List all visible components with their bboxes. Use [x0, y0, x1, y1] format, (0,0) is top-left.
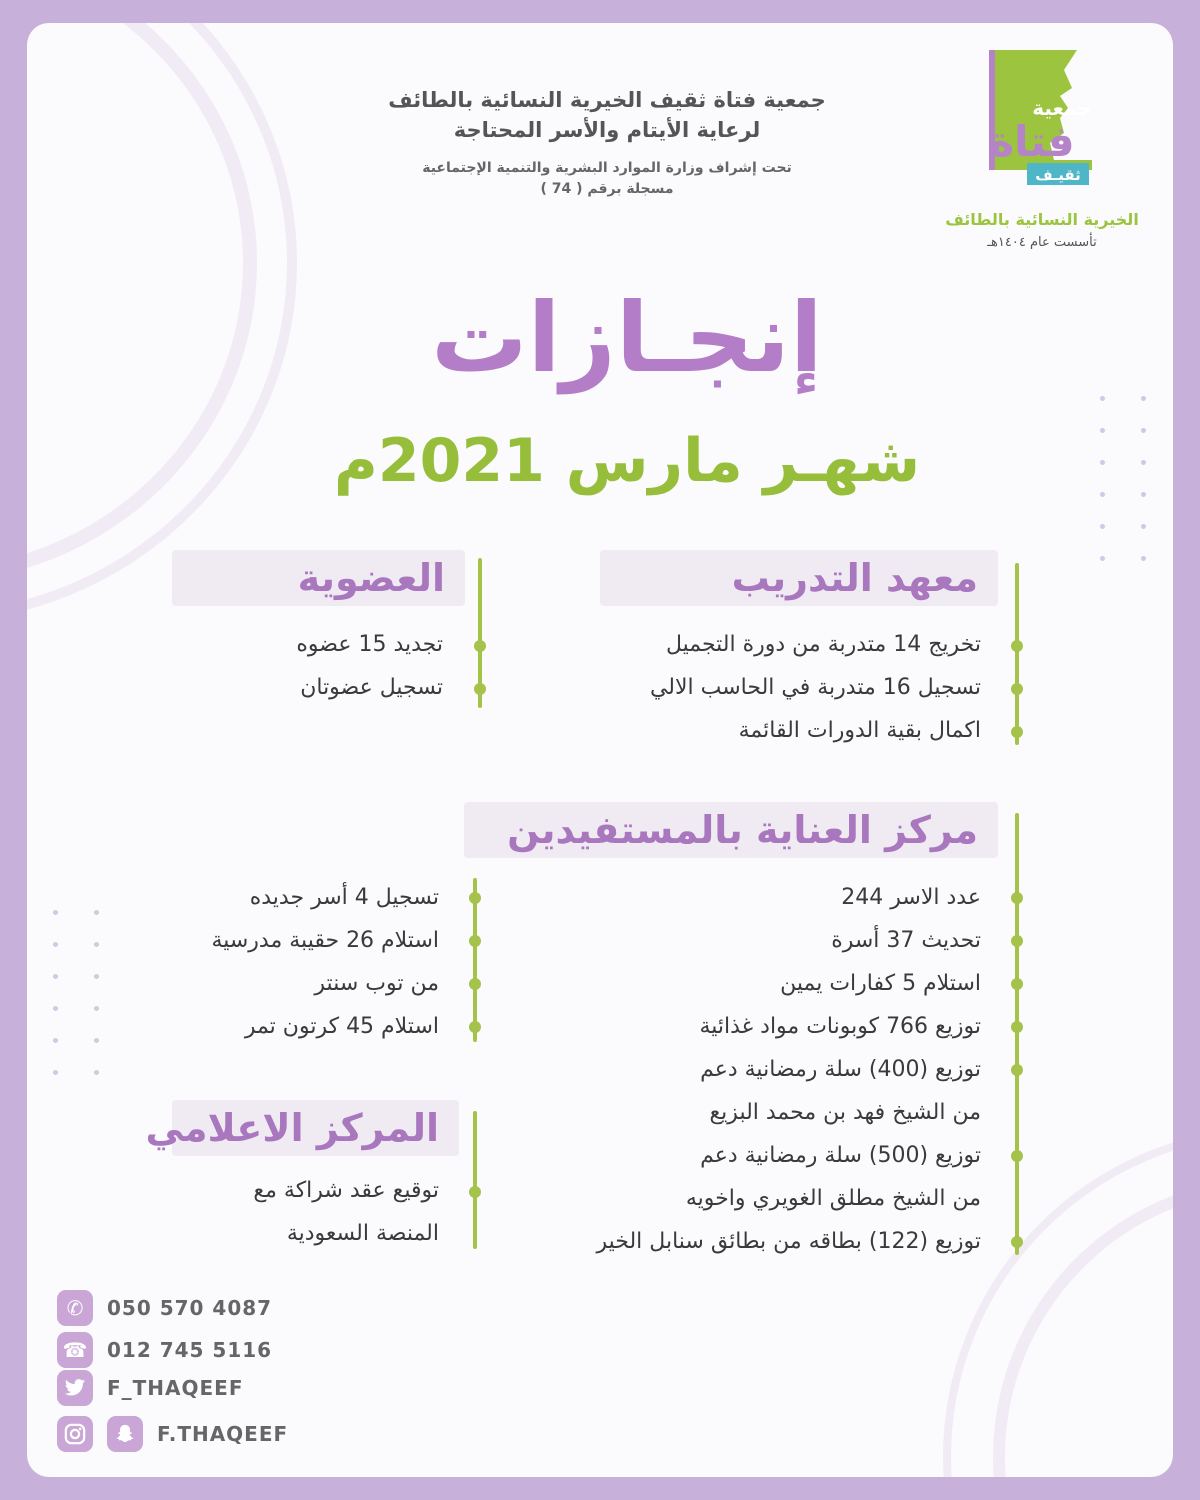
membership-item: تسجيل عضوتان — [300, 675, 443, 700]
care-center-heading: مركز العناية بالمستفيدين — [464, 802, 998, 858]
contact-mobile[interactable] — [57, 1290, 272, 1326]
contact-text: 012 745 5116 — [107, 1338, 273, 1362]
org-name: جمعية فتاة ثقيف الخيرية النسائية بالطائف — [388, 88, 826, 112]
care-item: توزيع (500) سلة رمضانية دعم — [700, 1143, 981, 1168]
media-item: توقيع عقد شراكة مع — [253, 1178, 439, 1203]
timeline-line — [473, 1111, 477, 1249]
timeline-line — [1015, 563, 1019, 745]
content-card — [27, 23, 1173, 1477]
logo-tagline: الخيرية النسائية بالطائف — [945, 210, 1139, 229]
care-item: من الشيخ فهد بن محمد البزيع — [709, 1100, 981, 1125]
timeline-bullet — [469, 1021, 481, 1033]
timeline-bullet — [1011, 1236, 1023, 1248]
timeline-bullet — [469, 978, 481, 990]
care-item: من الشيخ مطلق الغويري واخويه — [685, 1186, 981, 1211]
decorative-dots — [1100, 396, 1146, 561]
contact-instagram-snapchat[interactable] — [57, 1416, 288, 1452]
care-item: تسجيل 4 أسر جديده — [249, 885, 439, 910]
timeline-bullet — [1011, 1150, 1023, 1162]
timeline-bullet — [474, 683, 486, 695]
contact-text: F.THAQEEF — [157, 1422, 289, 1446]
timeline-bullet — [1011, 683, 1023, 695]
care-item: توزيع (400) سلة رمضانية دعم — [700, 1057, 981, 1082]
timeline-bullet — [469, 935, 481, 947]
timeline-bullet — [1011, 978, 1023, 990]
logo-word-2: فتاة — [989, 117, 1075, 166]
timeline-bullet — [469, 892, 481, 904]
contact-twitter[interactable] — [57, 1370, 244, 1406]
timeline-bullet — [469, 1186, 481, 1198]
media-item: المنصة السعودية — [286, 1221, 439, 1246]
timeline-bullet — [1011, 1064, 1023, 1076]
logo-word-3: ثقيـف — [1035, 166, 1081, 184]
logo-founded: تأسست عام ١٤٠٤هـ — [987, 235, 1097, 250]
decorative-dots — [53, 910, 99, 1075]
org-purpose: لرعاية الأيتام والأسر المحتاجة — [453, 118, 761, 142]
care-item: تحديث 37 أسرة — [831, 928, 981, 953]
care-item: من توب سنتر — [314, 971, 439, 996]
care-item: توزيع (122) بطاقه من بطائق سنابل الخير — [596, 1229, 981, 1254]
org-registration: مسجلة برقم ( 74 ) — [540, 181, 674, 197]
membership-heading: العضوية — [172, 550, 465, 606]
telephone-icon: ☎ — [57, 1332, 93, 1368]
media-center-heading: المركز الاعلامي — [172, 1100, 459, 1156]
organization-logo — [932, 48, 1152, 263]
timeline-bullet — [1011, 1021, 1023, 1033]
page-subtitle: شهـر مارس 2021م — [333, 426, 921, 496]
contact-landline[interactable] — [57, 1332, 272, 1368]
org-supervision: تحت إشراف وزارة الموارد البشرية والتنمية الإجتماعية — [422, 160, 792, 176]
care-item: توزيع 766 كوبونات مواد غذائية — [699, 1014, 981, 1039]
membership-item: تجديد 15 عضوه — [296, 632, 443, 657]
training-item: اكمال بقية الدورات القائمة — [738, 718, 981, 743]
training-item: تخريج 14 متدربة من دورة التجميل — [665, 632, 981, 657]
care-item: استلام 26 حقيبة مدرسية — [211, 928, 439, 953]
care-item: استلام 5 كفارات يمين — [780, 971, 981, 996]
organization-header — [327, 85, 887, 199]
page-title: إنجـازات — [431, 282, 823, 394]
contact-text: 050 570 4087 — [107, 1296, 273, 1320]
twitter-icon — [57, 1370, 93, 1406]
timeline-line — [1015, 813, 1019, 1255]
timeline-bullet — [1011, 935, 1023, 947]
logo-word-1: جمعية — [1032, 96, 1092, 120]
timeline-bullet — [1011, 892, 1023, 904]
instagram-icon — [57, 1416, 93, 1452]
contact-text: F_THAQEEF — [107, 1376, 244, 1400]
snapchat-icon — [107, 1416, 143, 1452]
timeline-bullet — [1011, 640, 1023, 652]
timeline-bullet — [474, 640, 486, 652]
training-item: تسجيل 16 متدربة في الحاسب الالي — [649, 675, 981, 700]
timeline-bullet — [1011, 726, 1023, 738]
training-heading: معهد التدريب — [600, 550, 998, 606]
care-item: عدد الاسر 244 — [841, 885, 981, 910]
care-item: استلام 45 كرتون تمر — [244, 1014, 439, 1039]
phone-icon: ✆ — [57, 1290, 93, 1326]
